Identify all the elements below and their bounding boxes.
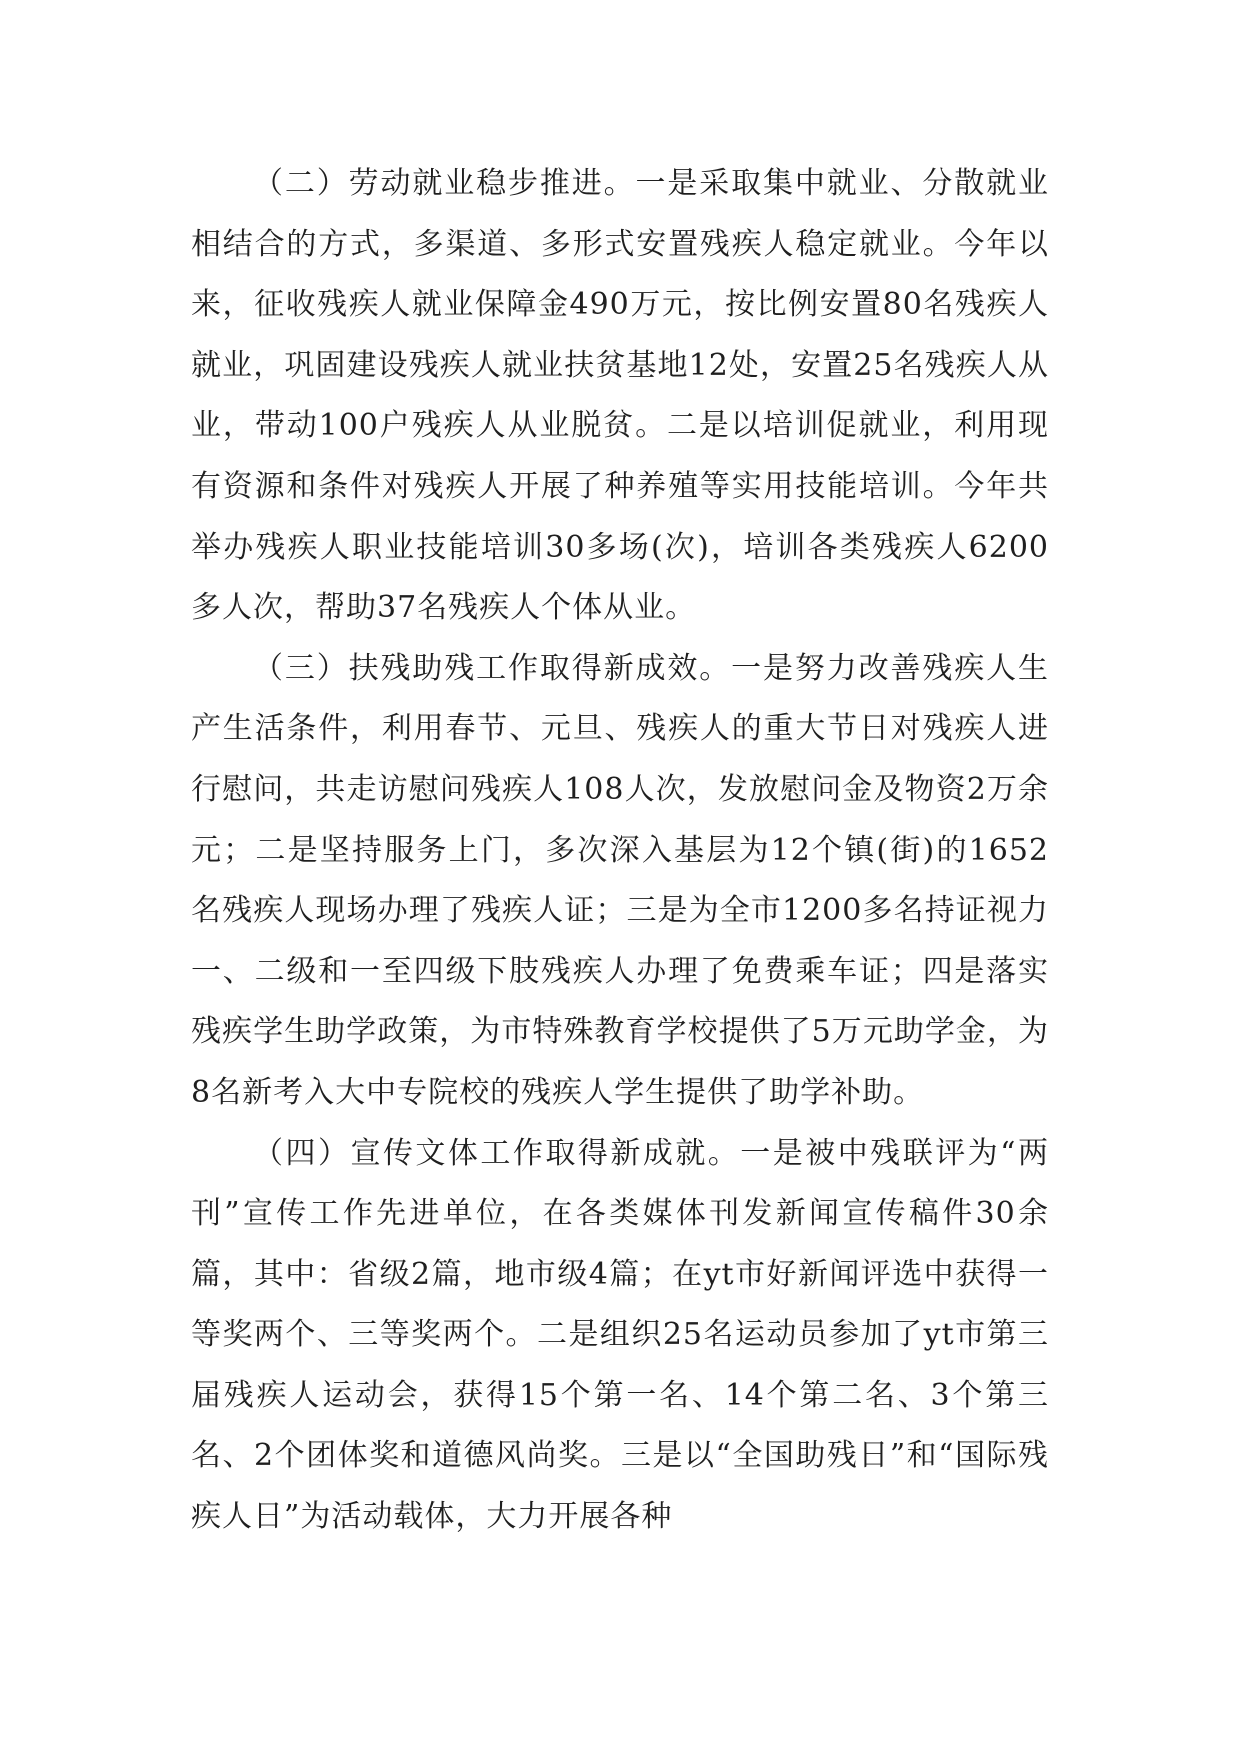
paragraph-publicity-sports: （四）宣传文体工作取得新成就。一是被中残联评为“两刊”宣传工作先进单位，在各类媒体刊发新闻宣传稿件30余篇，其中：省级2篇，地市级4篇；在yt市好新闻评选中获得一等奖两个、三等奖两个。二是组织25名运动员参加了yt市第三届残疾人运动会，获得15个第一名、14个第二名、3个第三名、2个团体奖和道德风尚奖。三是以“全国助残日”和“国际残疾人日”为活动载体，大力开展各种 — [191, 1135, 1049, 1535]
paragraph-labor-employment: （二）劳动就业稳步推进。一是采取集中就业、分散就业相结合的方式，多渠道、多形式安置残疾人稳定就业。今年以来，征收残疾人就业保障金490万元，按比例安置80名残疾人就业，巩固建设残疾人就业扶贫基地12处，安置25名残疾人从业，带动100户残疾人从业脱贫。二是以培训促就业，利用现有资源和条件对残疾人开展了种养殖等实用技能培训。今年共举办残疾人职业技能培训30多场(次)，培训各类残疾人6200多人次，帮助37名残疾人个体从业。 — [191, 166, 1049, 626]
paragraph-disability-assistance: （三）扶残助残工作取得新成效。一是努力改善残疾人生产生活条件，利用春节、元旦、残疾人的重大节日对残疾人进行慰问，共走访慰问残疾人108人次，发放慰问金及物资2万余元；二是坚持服务上门，多次深入基层为12个镇(街)的1652名残疾人现场办理了残疾人证；三是为全市1200多名持证视力一、二级和一至四级下肢残疾人办理了免费乘车证；四是落实残疾学生助学政策，为市特殊教育学校提供了5万元助学金，为8名新考入大中专院校的残疾人学生提供了助学补助。 — [191, 650, 1049, 1110]
document-body — [191, 154, 1049, 1548]
